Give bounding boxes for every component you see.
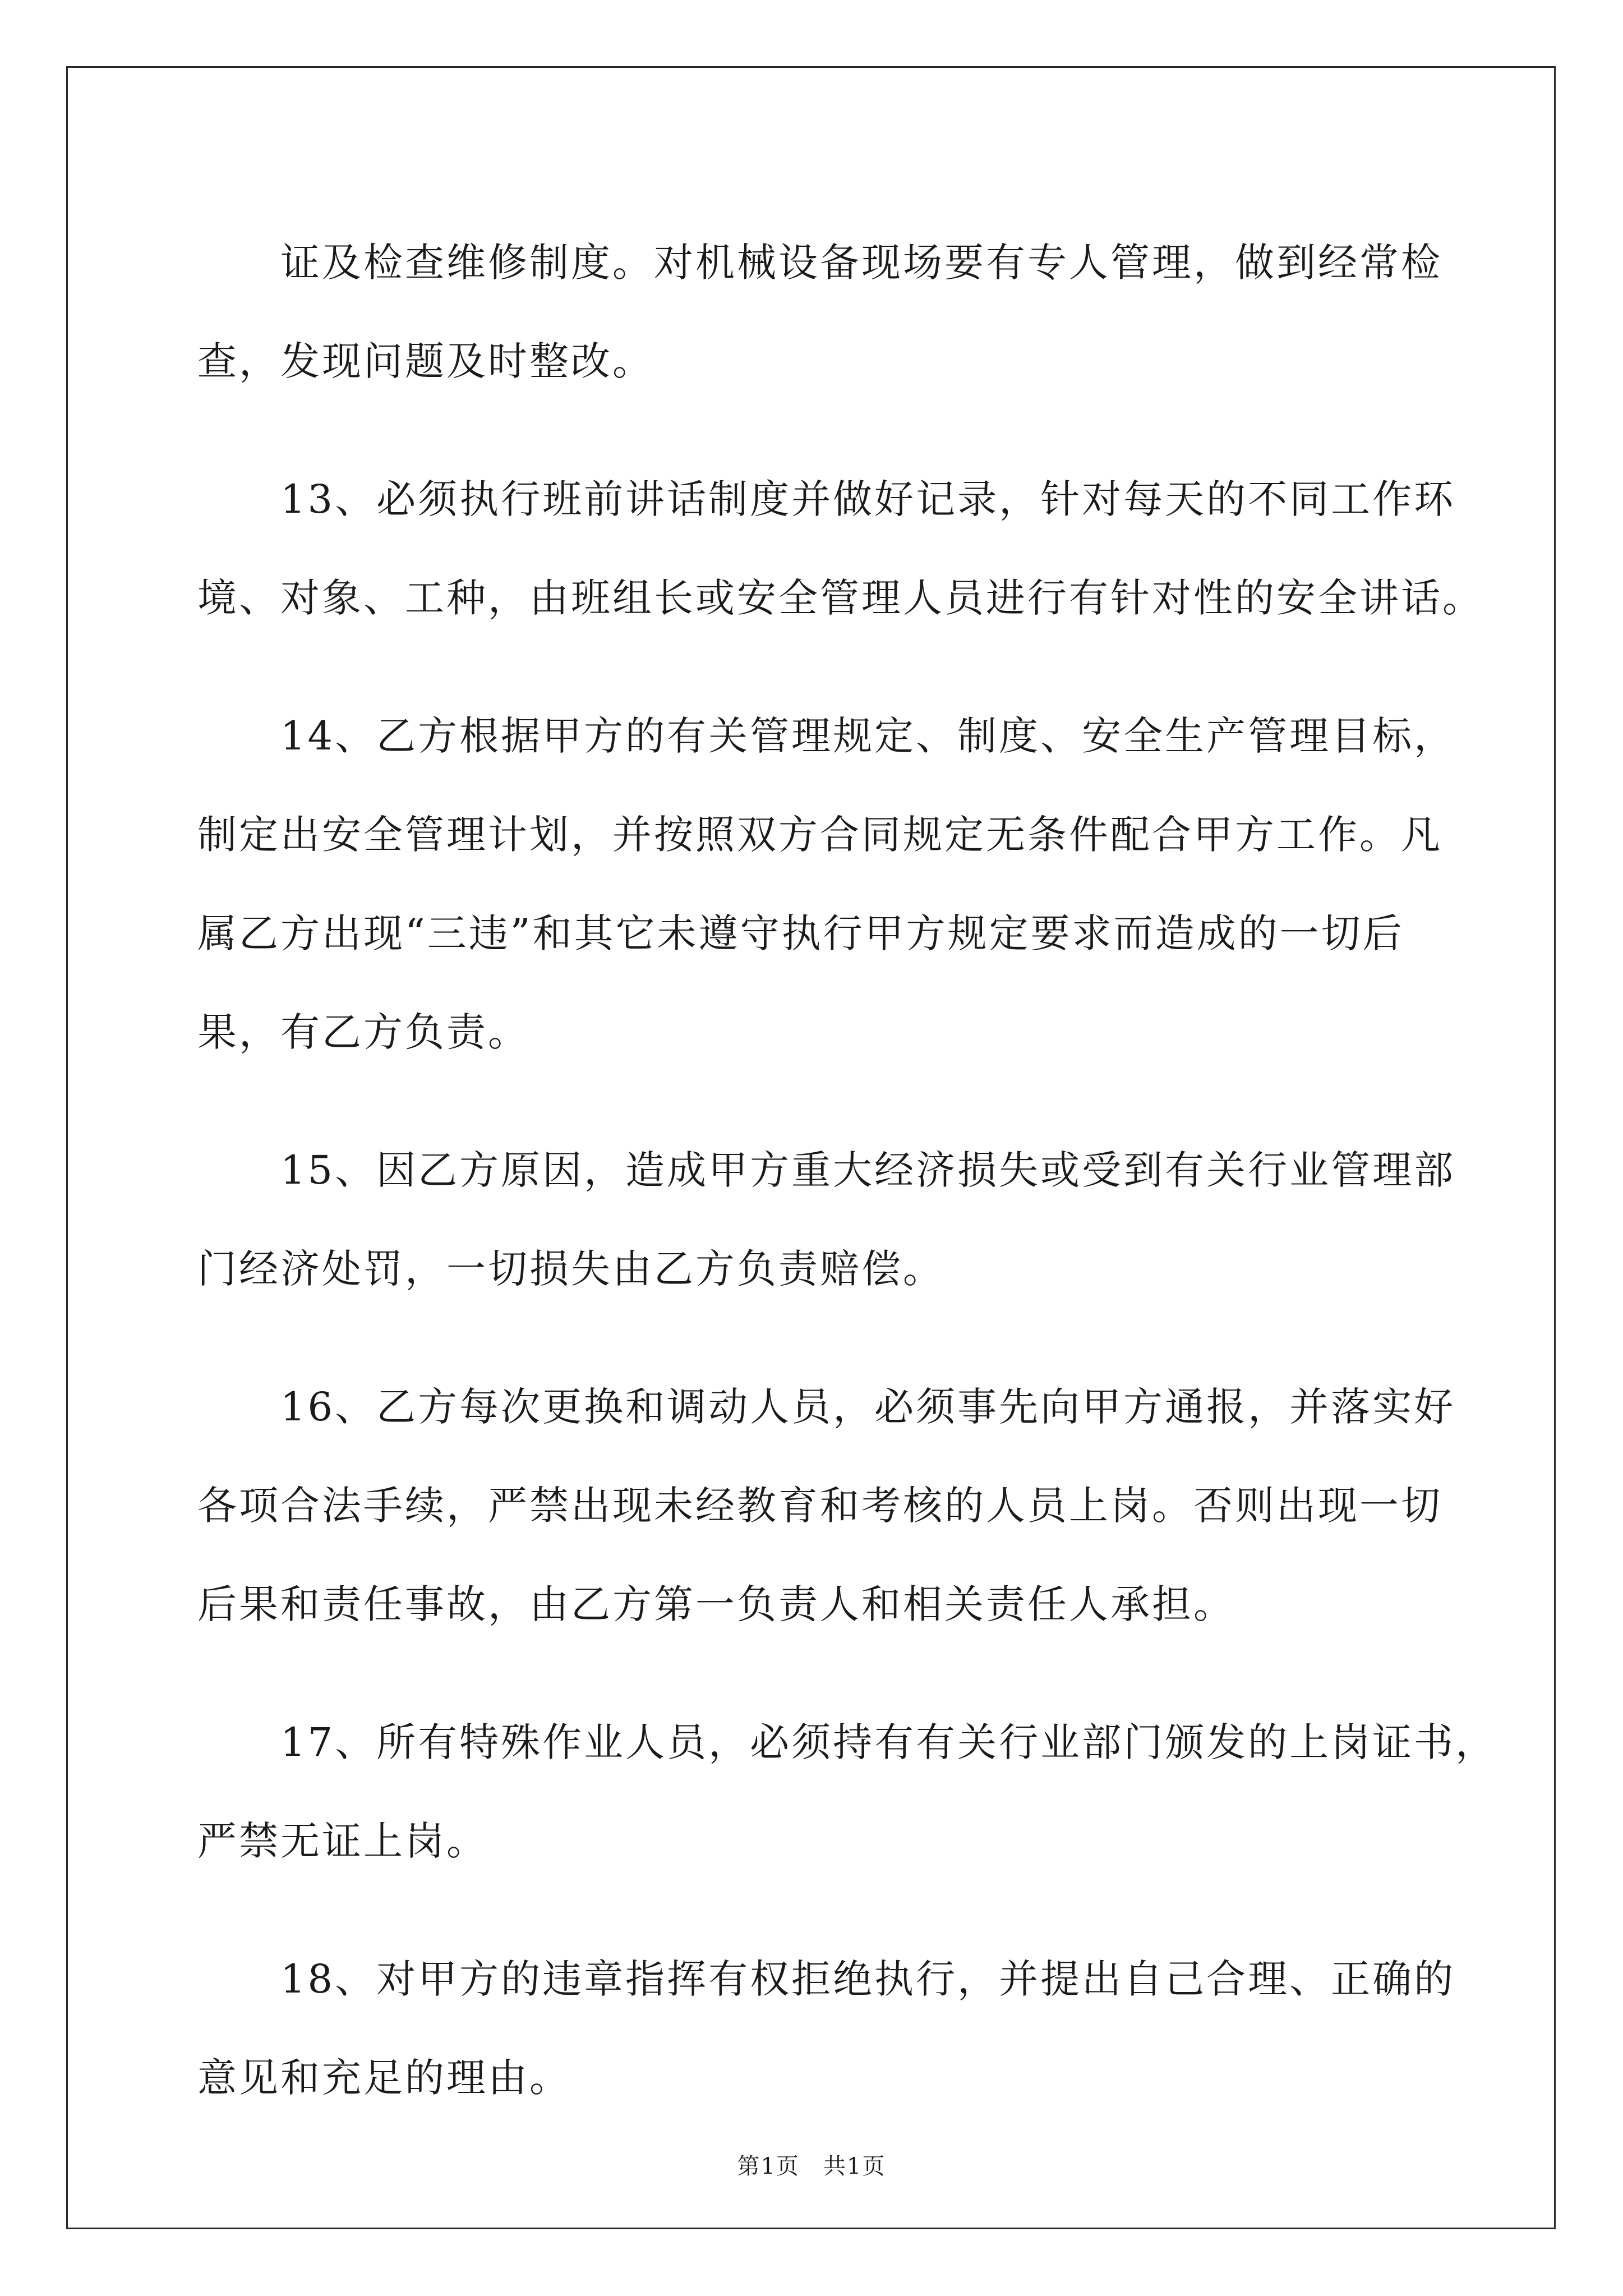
paragraph bbox=[197, 213, 1442, 411]
text-line: 查，发现问题及时整改。 bbox=[197, 338, 654, 384]
text-line: 后果和责任事故，由乙方第一负责人和相关责任人承担。 bbox=[197, 1581, 1235, 1627]
text-line: 13、必须执行班前讲话制度并做好记录，针对每天的不同工作环 bbox=[280, 476, 1456, 522]
text-line: 17、所有特殊作业人员，必须持有有关行业部门颁发的上岗证书， bbox=[280, 1719, 1497, 1765]
text-line: 14、乙方根据甲方的有关管理规定、制度、安全生产管理目标， bbox=[280, 713, 1456, 759]
text-line: 严禁无证上岗。 bbox=[197, 1818, 488, 1864]
text-line: 各项合法手续，严禁出现未经教育和考核的人员上岗。否则出现一切 bbox=[197, 1483, 1442, 1529]
paragraph bbox=[197, 1693, 1497, 1890]
paragraph bbox=[197, 1121, 1456, 1318]
text-line: 制定出安全管理计划，并按照双方合同规定无条件配合甲方工作。凡 bbox=[197, 812, 1442, 858]
text-line: 属乙方出现“三违”和其它未遵守执行甲方规定要求而造成的一切后 bbox=[197, 910, 1404, 956]
paragraph bbox=[197, 450, 1484, 647]
text-line: 证及检查维修制度。对机械设备现场要有专人管理，做到经常检 bbox=[280, 240, 1442, 286]
text-line: 果，有乙方负责。 bbox=[197, 1009, 529, 1055]
text-line: 15、因乙方原因，造成甲方重大经济损失或受到有关行业管理部 bbox=[280, 1147, 1456, 1193]
text-line: 门经济处罚，一切损失由乙方负责赔偿。 bbox=[197, 1246, 944, 1292]
text-line: 意见和充足的理由。 bbox=[197, 2055, 571, 2101]
page-footer: 第1页 共1页 bbox=[737, 2154, 886, 2179]
text-line: 18、对甲方的违章指挥有权拒绝执行，并提出自己合理、正确的 bbox=[280, 1956, 1456, 2002]
paragraph bbox=[197, 1930, 1456, 2127]
text-line: 16、乙方每次更换和调动人员，必须事先向甲方通报，并落实好 bbox=[280, 1384, 1456, 1430]
paragraph bbox=[197, 687, 1456, 1082]
text-line: 境、对象、工种，由班组长或安全管理人员进行有针对性的安全讲话。 bbox=[197, 575, 1484, 621]
paragraph bbox=[197, 1358, 1456, 1654]
document-body bbox=[197, 213, 1497, 2166]
